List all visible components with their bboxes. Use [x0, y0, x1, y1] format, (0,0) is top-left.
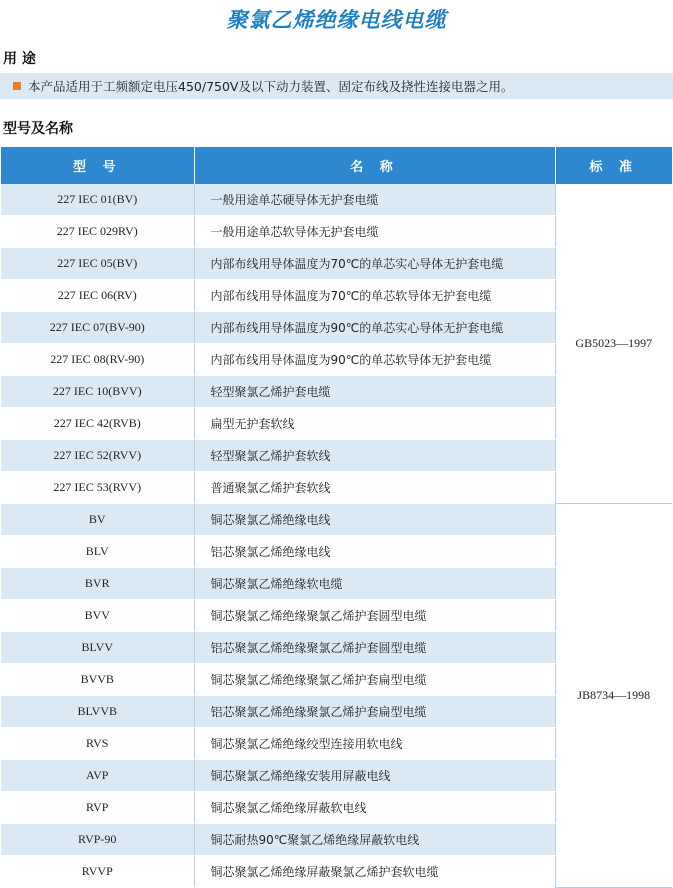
table-header-row	[1, 147, 672, 184]
model-cell: BV	[1, 504, 194, 536]
model-cell: 227 IEC 029RV)	[1, 216, 194, 248]
model-cell: RVP-90	[1, 824, 194, 856]
name-cell: 扁型无护套软线	[194, 408, 555, 440]
model-cell: RVS	[1, 728, 194, 760]
name-cell: 内部布线用导体温度为90℃的单芯实心导体无护套电缆	[194, 312, 555, 344]
model-cell: AVP	[1, 760, 194, 792]
model-cell: RVVP	[1, 856, 194, 888]
page-title: 聚氯乙烯绝缘电线电缆	[226, 8, 447, 32]
model-cell: 227 IEC 05(BV)	[1, 248, 194, 280]
name-cell: 内部布线用导体温度为90℃的单芯软导体无护套电缆	[194, 344, 555, 376]
name-cell: 内部布线用导体温度为70℃的单芯软导体无护套电缆	[194, 280, 555, 312]
model-cell: BLVV	[1, 632, 194, 664]
model-cell: BLVVB	[1, 696, 194, 728]
model-table	[1, 147, 672, 888]
name-cell: 铜芯聚氯乙烯绝缘屏蔽聚氯乙烯护套软电缆	[194, 856, 555, 888]
standard-cell: GB5023—1997	[555, 184, 672, 504]
name-cell: 铜芯聚氯乙烯绝缘屏蔽软电线	[194, 792, 555, 824]
name-cell: 铜芯聚氯乙烯绝缘电线	[194, 504, 555, 536]
name-cell: 铝芯聚氯乙烯绝缘聚氯乙烯护套圆型电缆	[194, 632, 555, 664]
name-cell: 轻型聚氯乙烯护套软线	[194, 440, 555, 472]
table-row	[1, 184, 672, 216]
name-cell: 铜芯聚氯乙烯绝缘聚氯乙烯护套圆型电缆	[194, 600, 555, 632]
model-cell: 227 IEC 52(RVV)	[1, 440, 194, 472]
name-cell: 铜芯聚氯乙烯绝缘安装用屏蔽电线	[194, 760, 555, 792]
name-cell: 铝芯聚氯乙烯绝缘电线	[194, 536, 555, 568]
name-cell: 铜芯聚氯乙烯绝缘软电缆	[194, 568, 555, 600]
model-cell: 227 IEC 07(BV-90)	[1, 312, 194, 344]
model-cell: BVV	[1, 600, 194, 632]
name-cell: 轻型聚氯乙烯护套电缆	[194, 376, 555, 408]
model-cell: 227 IEC 01(BV)	[1, 184, 194, 216]
models-heading: 型号及名称	[3, 121, 73, 137]
model-cell: BVVB	[1, 664, 194, 696]
name-cell: 铜芯聚氯乙烯绝缘聚氯乙烯护套扁型电缆	[194, 664, 555, 696]
table-row	[1, 504, 672, 536]
standard-cell: JB8734—1998	[555, 504, 672, 888]
column-header-model: 型 号	[1, 147, 194, 184]
column-header-name: 名 称	[194, 147, 555, 184]
name-cell: 铝芯聚氯乙烯绝缘聚氯乙烯护套扁型电缆	[194, 696, 555, 728]
usage-heading: 用 途	[3, 51, 36, 67]
model-cell: BVR	[1, 568, 194, 600]
name-cell: 铜芯耐热90℃聚氯乙烯绝缘屏蔽软电线	[194, 824, 555, 856]
usage-text: 本产品适用于工频额定电压450/750V及以下动力装置、固定布线及挠性连接电器之用。	[28, 79, 514, 94]
model-cell: BLV	[1, 536, 194, 568]
model-cell: 227 IEC 10(BVV)	[1, 376, 194, 408]
column-header-standard: 标 准	[555, 147, 672, 184]
model-cell: 227 IEC 06(RV)	[1, 280, 194, 312]
usage-bar	[0, 73, 673, 99]
table-body	[1, 184, 672, 888]
name-cell: 一般用途单芯软导体无护套电缆	[194, 216, 555, 248]
model-cell: 227 IEC 08(RV-90)	[1, 344, 194, 376]
model-cell: RVP	[1, 792, 194, 824]
bullet-icon	[13, 82, 21, 90]
name-cell: 一般用途单芯硬导体无护套电缆	[194, 184, 555, 216]
model-cell: 227 IEC 42(RVB)	[1, 408, 194, 440]
model-cell: 227 IEC 53(RVV)	[1, 472, 194, 504]
name-cell: 普通聚氯乙烯护套软线	[194, 472, 555, 504]
name-cell: 内部布线用导体温度为70℃的单芯实心导体无护套电缆	[194, 248, 555, 280]
name-cell: 铜芯聚氯乙烯绝缘绞型连接用软电线	[194, 728, 555, 760]
